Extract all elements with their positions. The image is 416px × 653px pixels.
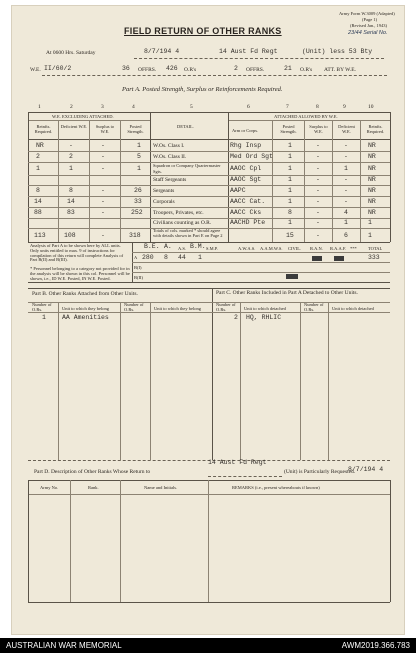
cell: 1 — [368, 219, 372, 226]
col-line — [58, 120, 59, 242]
return-date: 8/7/194 4 — [144, 48, 180, 55]
cell: NR — [368, 198, 376, 205]
total-cell: - — [101, 232, 105, 239]
cell: - — [101, 153, 105, 160]
arm-cell: Rhg Insp — [230, 142, 262, 149]
row-line — [28, 151, 390, 152]
part-c-num: 2 — [234, 314, 238, 321]
part-d-date: 8/7/194 4 — [348, 466, 384, 473]
cell: NR — [368, 187, 376, 194]
ors-label: O.R's — [184, 67, 197, 73]
header-cell: Deficient W.E. — [60, 124, 88, 129]
detail-cell: Staff Sergeants — [153, 177, 187, 183]
analysis-be-value: 280 — [142, 254, 154, 261]
analysis-as-value: 44 — [178, 254, 186, 261]
unit-name: 14 Aust Fd Regt — [219, 48, 278, 55]
part-d-header: Army No. — [40, 485, 59, 490]
analysis-row-label: B(I) — [134, 265, 142, 270]
detail-cell: W.Os. Class II. — [153, 154, 187, 160]
header-cell: Reinfts. Required. — [366, 124, 385, 134]
analysis-header: A. — [164, 243, 172, 250]
total-cell: 108 — [64, 232, 76, 239]
cell: - — [316, 142, 320, 149]
analysis-row-line — [132, 262, 390, 263]
row-line — [28, 175, 390, 176]
part-b-header: Number of O.Rs. — [124, 302, 144, 312]
cell: 1 — [288, 165, 292, 172]
cell: - — [316, 219, 320, 226]
cell: 1 — [288, 187, 292, 194]
cell: - — [101, 142, 105, 149]
cell: 2 — [36, 153, 40, 160]
analysis-header: A.S. — [178, 246, 187, 251]
part-d-bottom — [28, 602, 390, 603]
analysis-row-label: B(II) — [134, 275, 143, 280]
total-cell: 113 — [34, 232, 46, 239]
header-dots-1 — [134, 58, 384, 59]
analysis-note: Analysis of Part A to be shown here by ALL units. Only units entitled to max. 9 of instructions for compilation of this return will complete Analysis of Part B(II) and B(III). — [30, 243, 124, 263]
cell: - — [344, 187, 348, 194]
cell: - — [69, 142, 73, 149]
army-form-label: Army Form W.3009 (Adapted) — [339, 11, 395, 16]
footer-accession: AWM2019.366.783 — [341, 641, 410, 650]
part-c-header: Unit to which detached — [332, 306, 374, 311]
cell: 26 — [134, 187, 142, 194]
cell: - — [316, 176, 320, 183]
form-title: FIELD RETURN OF OTHER RANKS — [124, 26, 282, 36]
col-line — [304, 120, 305, 242]
col-line — [120, 480, 121, 602]
arm-cell: Med Ord Sgt — [230, 153, 273, 160]
detail-cell: W.Os. Class I. — [153, 143, 185, 149]
header-dots-2 — [42, 75, 387, 76]
total-cell: 318 — [129, 232, 141, 239]
header-cell: Reinfts. Required. — [34, 124, 53, 134]
col-number: 1 — [38, 104, 41, 110]
analysis-header-line — [132, 252, 390, 253]
unit-label: (Unit) less 53 Bty — [302, 48, 373, 55]
cell: NR — [368, 209, 376, 216]
row-line — [28, 196, 390, 197]
offrs2-label: OFFRS. — [246, 67, 265, 73]
cell: - — [316, 198, 320, 205]
cell: - — [101, 165, 105, 172]
analysis-header: CIVIL. — [288, 246, 302, 251]
part-d-title: Part D. Description of Other Ranks Whose Return to — [34, 469, 151, 475]
part-d-unit: 14 Aust Fd Regt — [208, 459, 267, 466]
offrs-value: 36 — [122, 65, 130, 72]
col-line — [208, 480, 209, 602]
analysis-row-label: A — [134, 255, 138, 260]
cell: 1 — [344, 219, 348, 226]
analysis-header: B.E. — [144, 243, 160, 250]
analysis-note-2: * Personnel belonging to a category not provided for in the analysis will be shown in this col. Personnel will be shown, i.e., ID W.E. Posted, IN W.E. Posted. — [30, 266, 130, 281]
parts-bc-header-bottom — [28, 312, 390, 313]
cell: 14 — [34, 198, 42, 205]
col-number: 10 — [368, 104, 374, 110]
cell: 4 — [344, 209, 348, 216]
cell: 1 — [69, 165, 73, 172]
col-line — [332, 120, 333, 242]
analysis-header: B.M. — [190, 243, 206, 250]
cell: - — [344, 142, 348, 149]
table-a-top — [28, 112, 390, 113]
part-d-header-bottom — [28, 494, 390, 495]
detail-cell: Troopers, Privates, etc. — [153, 210, 204, 216]
cell: 1 — [288, 142, 292, 149]
header-cell: Posted Strength. — [127, 124, 144, 134]
cell: 2 — [69, 153, 73, 160]
part-b-unit: AA Amenities — [62, 314, 109, 321]
cell: - — [344, 176, 348, 183]
col-line — [89, 120, 90, 242]
time-line-prefix: At 0600 Hrs. Saturday — [46, 50, 96, 56]
arm-cell: AAOC Sgt — [230, 176, 262, 183]
col-number: 9 — [343, 104, 346, 110]
group-right-label: ATTACHED ALLOWED BY W.E. — [274, 114, 338, 119]
cell: NR — [36, 142, 44, 149]
part-d-header: REMARKS (i.e., present whereabouts if known) — [232, 485, 320, 490]
header-cell: Deficient W.E. — [338, 124, 355, 134]
col-line — [150, 302, 151, 460]
analysis-header: A.A.M.W.S. — [260, 246, 283, 251]
part-c-title: Part C. Other Ranks Included in Part A Detached to Other Units. — [216, 290, 358, 296]
analysis-header: S.M.P. — [206, 246, 218, 251]
col-line — [390, 480, 391, 602]
header-cell: Surplus to W.E. — [309, 124, 328, 134]
col-line — [58, 302, 59, 460]
cell: 83 — [67, 209, 75, 216]
cell: - — [101, 209, 105, 216]
total-cell: 6 — [344, 232, 348, 239]
analysis-total-value: 333 — [368, 254, 380, 261]
row-line — [28, 218, 390, 219]
part-c-header: Unit to which detached — [244, 306, 286, 311]
part-d-header: Rank. — [88, 485, 99, 490]
total-cell: - — [316, 232, 320, 239]
part-b-header: Unit to which they belong — [154, 306, 201, 311]
header-cell: Surplus to W.E. — [95, 124, 115, 134]
cell: - — [316, 187, 320, 194]
cell: 14 — [67, 198, 75, 205]
total-cell: 15 — [286, 232, 294, 239]
detail-cell: Civilians counting as O.R. — [153, 220, 212, 226]
redaction-mark — [334, 256, 344, 261]
total-cell: 1 — [368, 232, 372, 239]
redaction-mark — [286, 274, 298, 279]
cell: 8 — [288, 209, 292, 216]
col-line — [28, 112, 29, 242]
cell: 1 — [137, 142, 141, 149]
part-b-num: 1 — [42, 314, 46, 321]
cell: - — [316, 209, 320, 216]
header-bottom — [28, 139, 390, 140]
cell: 1 — [36, 165, 40, 172]
cell: 33 — [134, 198, 142, 205]
cell: - — [344, 198, 348, 205]
offrs-label: OFFRS. — [138, 67, 157, 73]
ors-value: 426 — [166, 65, 178, 72]
cell: - — [101, 198, 105, 205]
cell: 1 — [288, 153, 292, 160]
analysis-a-value: 8 — [164, 254, 168, 261]
ors2-label: O.R's — [300, 67, 313, 73]
col-line — [240, 302, 241, 460]
we-label: W.E. — [30, 67, 41, 73]
form-paper — [12, 6, 404, 634]
col-line — [328, 302, 329, 460]
parts-bc-divider — [212, 288, 213, 460]
analysis-row-line — [132, 272, 390, 273]
part-c-header: Number of O.Rs. — [216, 302, 236, 312]
offrs2-value: 2 — [234, 65, 238, 72]
col-line — [120, 120, 121, 242]
cell: 5 — [137, 153, 141, 160]
page-label: (Page 1) — [362, 17, 378, 22]
part-d-dots — [208, 476, 282, 477]
totals-detail: Totals of cols. marked * should agree with details shown in Part E on Page 2 — [153, 228, 223, 238]
col-line — [390, 112, 391, 242]
cell: 1 — [288, 176, 292, 183]
we-value: II/60/2 — [44, 65, 72, 72]
analysis-header: A.W.A.S. — [238, 246, 256, 251]
redaction-mark — [312, 256, 322, 261]
part-c-unit: HQ, RHLIC — [246, 314, 282, 321]
cell: - — [316, 165, 320, 172]
part-a-title: Part A. Posted Strength, Surplus or Reinforcements Required. — [122, 86, 283, 93]
col-number: 5 — [190, 104, 193, 110]
cell: NR — [368, 153, 376, 160]
part-b-header: Number of O.Rs. — [32, 302, 52, 312]
detail-cell: Squadron or Company Quartermaster Sgts. — [153, 163, 221, 174]
col-line — [360, 120, 361, 242]
col-line — [28, 480, 29, 602]
arm-cell: AACC Cat. — [230, 198, 266, 205]
cell: 1 — [344, 165, 348, 172]
part-c-header: Number of O.Rs. — [304, 302, 324, 312]
cell: 252 — [131, 209, 143, 216]
footer-institution: AUSTRALIAN WAR MEMORIAL — [6, 641, 122, 650]
part-b-title: Part B. Other Ranks Attached from Other Units. — [32, 291, 138, 297]
part-d-top — [28, 480, 390, 481]
header-cell: Posted Strength. — [280, 124, 297, 134]
part-d-title-mid: (Unit) is Particularly Requested. — [284, 469, 356, 475]
part-d-header: Name and Initials. — [144, 485, 178, 490]
arm-cell: AACC Cks — [230, 209, 262, 216]
part-c-line — [212, 302, 390, 303]
col-number: 7 — [286, 104, 289, 110]
cell: 88 — [34, 209, 42, 216]
att-label: ATT. BY W.E. — [324, 67, 356, 73]
col-number: 8 — [316, 104, 319, 110]
arm-cell: AAPC — [230, 187, 246, 194]
arm-cell: AACHD Pte — [230, 219, 266, 226]
row-line — [28, 207, 390, 208]
cell: 1 — [137, 165, 141, 172]
col-line — [300, 302, 301, 460]
cell: - — [101, 187, 105, 194]
header-cell: Arm or Corps. — [232, 128, 259, 133]
cell: NR — [368, 165, 376, 172]
col-line — [70, 480, 71, 602]
parts-bc-top — [28, 288, 390, 289]
cell: NR — [368, 176, 376, 183]
analysis-header: R.A.N. — [310, 246, 323, 251]
col-number: 6 — [247, 104, 250, 110]
col-number: 2 — [70, 104, 73, 110]
ors2-value: 21 — [284, 65, 292, 72]
detail-cell: Sergeants — [153, 188, 175, 194]
group-divider-right — [228, 120, 390, 121]
cell: 8 — [69, 187, 73, 194]
cell: NR — [368, 142, 376, 149]
header-cell: DETAIL. — [177, 124, 195, 129]
analysis-bm-value: 1 — [198, 254, 202, 261]
col-line — [150, 112, 151, 242]
cell: - — [316, 153, 320, 160]
analysis-header: R.A.A.F. — [330, 246, 347, 251]
detail-cell: Corporals — [153, 199, 175, 205]
col-line — [120, 302, 121, 460]
revised-label: (Revised Jan., 1943) — [350, 23, 387, 28]
col-line — [228, 112, 229, 242]
cell: 8 — [36, 187, 40, 194]
part-b-header: Unit to which they belong — [62, 306, 109, 311]
cell: 1 — [288, 198, 292, 205]
archive-footer — [0, 638, 416, 653]
cell: 1 — [288, 219, 292, 226]
cell: - — [344, 153, 348, 160]
analysis-header: *** — [350, 246, 357, 251]
col-number: 4 — [132, 104, 135, 110]
col-number: 3 — [101, 104, 104, 110]
analysis-header: TOTAL — [368, 246, 383, 251]
serial-number: 23/44 Serial No. — [348, 30, 388, 36]
analysis-bottom — [28, 282, 390, 283]
row-line — [28, 185, 390, 186]
group-left-label: W.E. EXCLUDING ATTACHED. — [52, 114, 114, 119]
col-line — [272, 120, 273, 242]
arm-cell: AAOC Cpl — [230, 165, 262, 172]
